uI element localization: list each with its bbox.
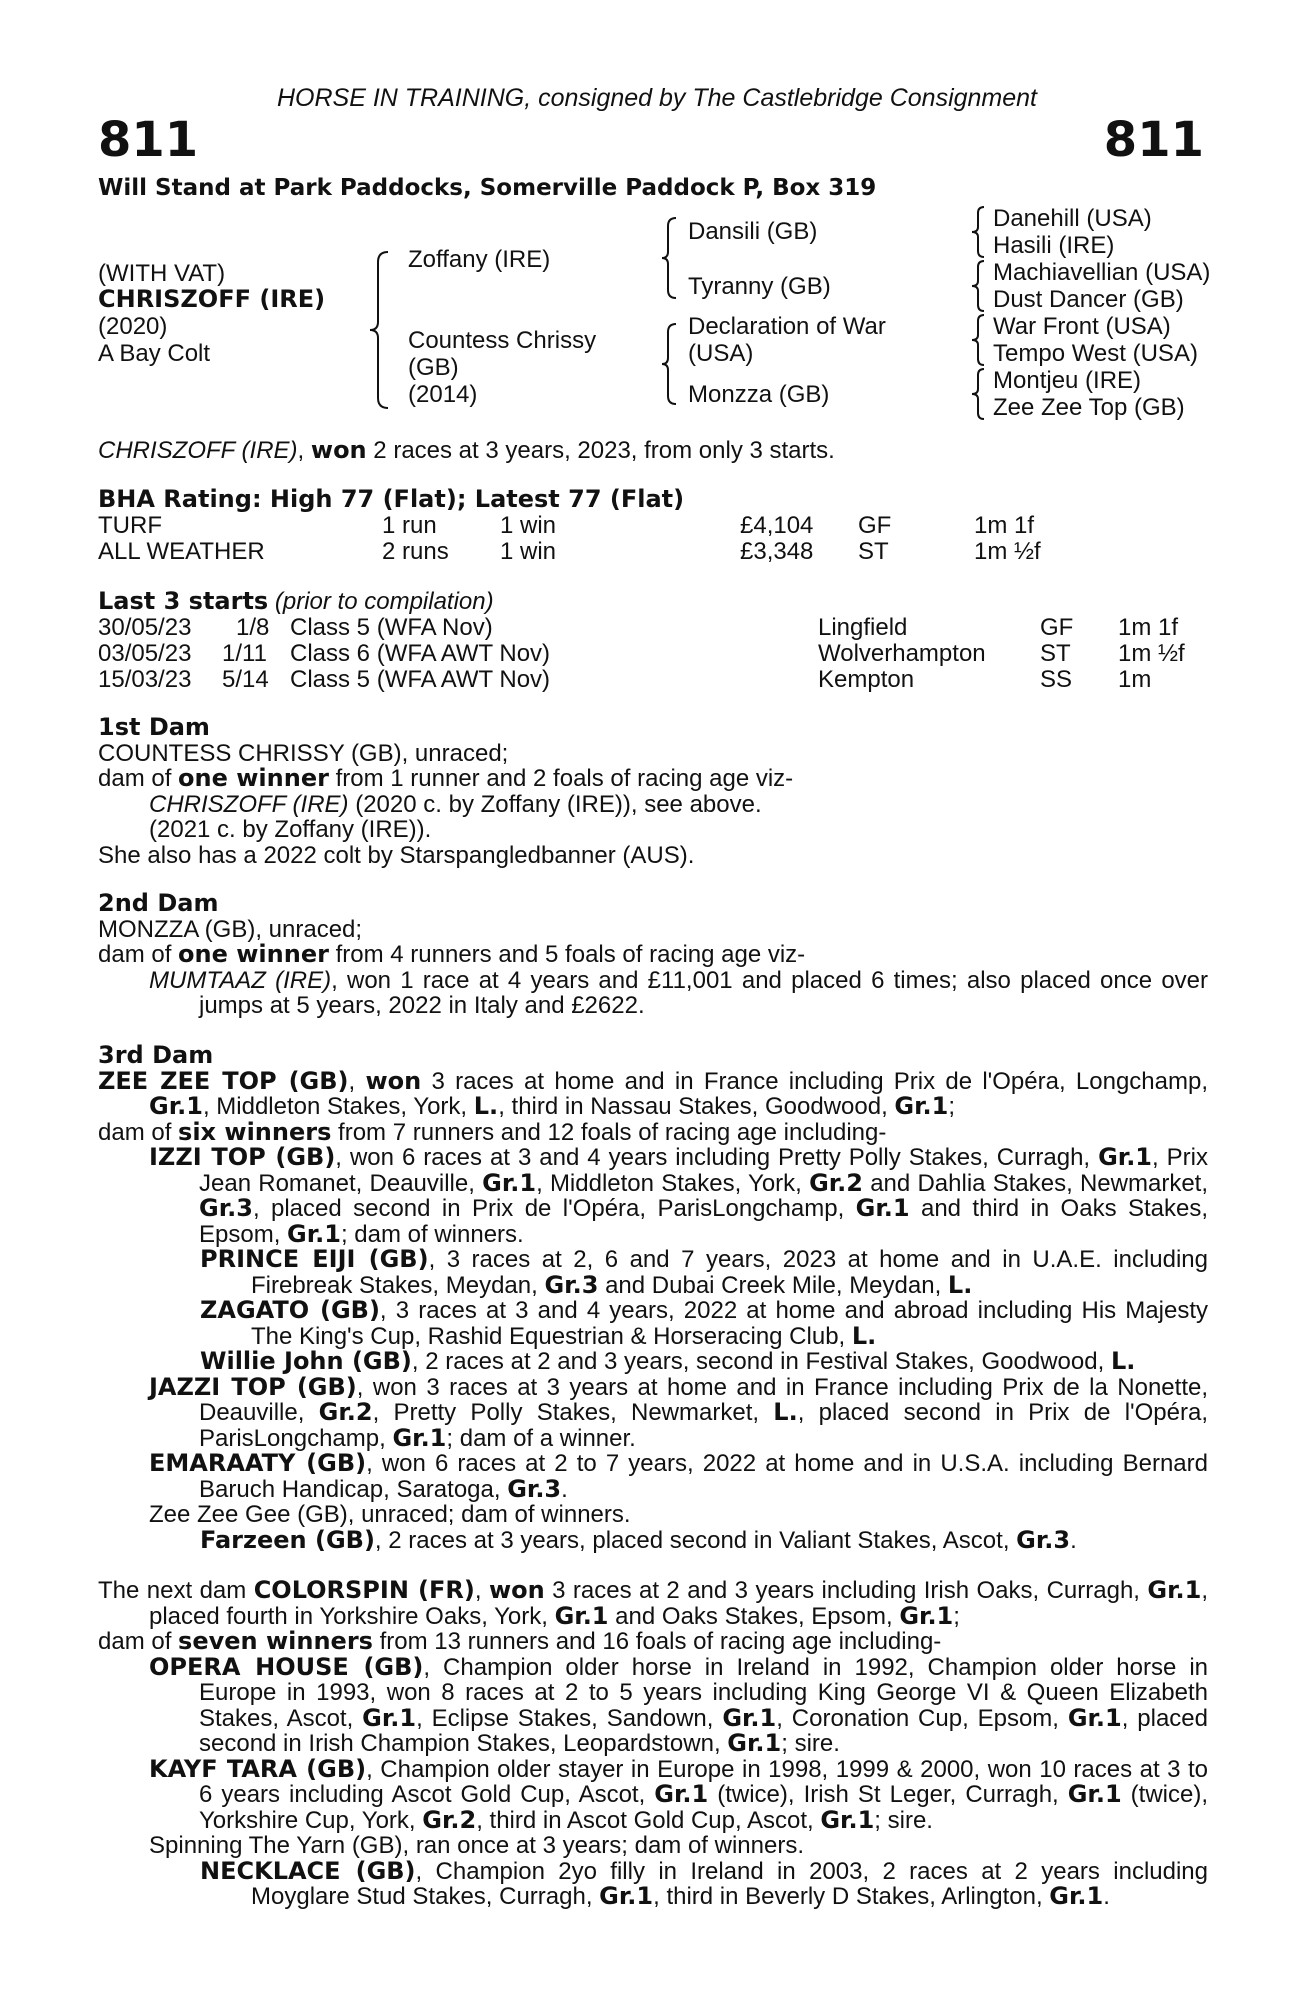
start-row: 30/05/23 1/8 Class 5 (WFA Nov) Lingfield GF 1m 1f bbox=[98, 614, 1179, 641]
second-dam-heading: 2nd Dam bbox=[98, 889, 219, 917]
start-row: 15/03/23 5/14 Class 5 (WFA AWT Nov) Kempton SS 1m bbox=[98, 666, 1152, 693]
first-dam-heading: 1st Dam bbox=[98, 713, 210, 741]
pedigree-brace-gen1 bbox=[368, 250, 392, 410]
race-summary: CHRISZOFF (IRE), won 2 races at 3 years, 2023, from only 3 starts. bbox=[98, 436, 835, 464]
vat-label: (WITH VAT) bbox=[98, 260, 226, 287]
lot-number-right: 811 bbox=[1103, 112, 1204, 168]
first-dam-section: 1st Dam COUNTESS CHRISSY (GB), unraced; dam of one winner from 1 runner and 2 foals of racing age viz- CHRISZOFF (IRE) (2020 c. by Zoffany (IRE)), see above. (2021 c. by Zoffany (IRE)). She also has a 2022 colt by Starspangledbanner (AUS). bbox=[98, 715, 1208, 868]
pedigree-dam-sire-line1: Declaration of War bbox=[688, 313, 886, 340]
pedigree-dss: War Front (USA) bbox=[993, 313, 1171, 340]
horse-name: CHRISZOFF (IRE) bbox=[98, 285, 326, 313]
pedigree-dam-sire-line2: (USA) bbox=[688, 340, 754, 367]
pedigree-brace-dam bbox=[660, 322, 680, 406]
pedigree-ssd: Hasili (IRE) bbox=[993, 232, 1115, 259]
pedigree-brace-sd bbox=[970, 259, 988, 313]
start-row: 03/05/23 1/11 Class 6 (WFA AWT Nov) Wolverhampton ST 1m ½f bbox=[98, 640, 1185, 667]
next-dam-section: The next dam COLORSPIN (FR), won 3 races at 2 and 3 years including Irish Oaks, Curragh, Gr.1, placed fourth in Yorkshire Oaks, York, Gr.1 and Oaks Stakes, Epsom, Gr.1; dam of seven winners from 13 runners and 16 foals of racing age including- OPERA HOUSE (GB), Champion older horse in Ireland in 1992, Champion older horse in Europe in 1993, won 8 races at 2 to 5 years including King George VI & Queen Elizabeth Stakes, Ascot, Gr.1, Eclipse Stakes, Sandown, Gr.1, Coronation Cup, Epsom, Gr.1, placed second in Irish Champion Stakes, Leopardstown, Gr.1; sire. KAYF TARA (GB), Champion older stayer in Europe in 1998, 1999 & 2000, won 10 races at 3 to 6 years including Ascot Gold Cup, Ascot, Gr.1 (twice), Irish St Leger, Curragh, Gr.1 (twice), Yorkshire Cup, York, Gr.2, third in Ascot Gold Cup, Ascot, Gr.1; sire. Spinning The Yarn (GB), ran once at 3 years; dam of winners. NECKLACE (GB), Champion 2yo filly in Ireland in 2003, 2 races at 2 years including Moyglare Stud Stakes, Curragh, Gr.1, third in Beverly D Stakes, Arlington, Gr.1. bbox=[98, 1576, 1208, 1910]
pedigree-dam-line1: Countess Chrissy bbox=[408, 327, 597, 354]
pedigree-dsd: Tempo West (USA) bbox=[993, 340, 1198, 367]
pedigree-sss: Danehill (USA) bbox=[993, 205, 1152, 232]
pedigree-brace-ss bbox=[970, 205, 988, 259]
horse-year: (2020) bbox=[98, 313, 168, 340]
pedigree-ddd: Zee Zee Top (GB) bbox=[993, 394, 1185, 421]
pedigree-dds: Montjeu (IRE) bbox=[993, 367, 1142, 394]
pedigree-dam-dam: Monzza (GB) bbox=[688, 381, 830, 408]
pedigree-brace-dd bbox=[970, 367, 988, 421]
stand-location: Will Stand at Park Paddocks, Somerville Paddock P, Box 319 bbox=[98, 175, 877, 201]
last-starts-heading: Last 3 starts (prior to compilation) bbox=[98, 587, 494, 615]
pedigree-sire-dam: Tyranny (GB) bbox=[688, 273, 831, 300]
third-dam-heading: 3rd Dam bbox=[98, 1041, 214, 1069]
bha-rating-heading: BHA Rating: High 77 (Flat); Latest 77 (Flat) bbox=[98, 485, 685, 513]
pedigree-brace-ds bbox=[970, 313, 988, 367]
rating-row-all-weather: ALL WEATHER 2 runs 1 win £3,348 ST 1m ½f bbox=[98, 538, 1041, 565]
catalogue-subtitle: HORSE IN TRAINING, consigned by The Castlebridge Consignment bbox=[276, 84, 1038, 112]
pedigree-dam-line3: (2014) bbox=[408, 381, 478, 408]
second-dam-section: 2nd Dam MONZZA (GB), unraced; dam of one winner from 4 runners and 5 foals of racing age viz- MUMTAAZ (IRE), won 1 race at 4 years and £11,001 and placed 6 times; also placed once over jumps at 5 years, 2022 in Italy and £2622. bbox=[98, 889, 1209, 1019]
pedigree-sds: Machiavellian (USA) bbox=[993, 259, 1211, 286]
pedigree-sire: Zoffany (IRE) bbox=[408, 246, 551, 273]
third-dam-section: 3rd Dam ZEE ZEE TOP (GB), won 3 races at home and in France including Prix de l'Opéra, Longchamp, Gr.1, Middleton Stakes, York, L., third in Nassau Stakes, Goodwood, Gr.1; dam of six winners from 7 runners and 12 foals of racing age including- IZZI TOP (GB), won 6 races at 3 and 4 years including Pretty Polly Stakes, Curragh, Gr.1, Prix Jean Romanet, Deauville, Gr.1, Middleton Stakes, York, Gr.2 and Dahlia Stakes, Newmarket, Gr.3, placed second in Prix de l'Opéra, ParisLongchamp, Gr.1 and third in Oaks Stakes, Epsom, Gr.1; dam of winners. PRINCE EIJI (GB), 3 races at 2, 6 and 7 years, 2023 at home and in U.A.E. including Firebreak Stakes, Meydan, Gr.3 and Dubai Creek Mile, Meydan, L. ZAGATO (GB), 3 races at 3 and 4 years, 2022 at home and abroad including His Majesty The King's Cup, Rashid Equestrian & Horseracing Club, L. Willie John (GB), 2 races at 2 and 3 years, second in Festival Stakes, Goodwood, L. JAZZI TOP (GB), won 3 races at 3 years at home and in France including Prix de la Nonette, Deauville, Gr.2, Pretty Polly Stakes, Newmarket, L., placed second in Prix de l'Opéra, ParisLongchamp, Gr.1; dam of a winner. EMARAATY (GB), won 6 races at 2 to 7 years, 2022 at home and in U.S.A. including Bernard Baruch Handicap, Saratoga, Gr.3. Zee Zee Gee (GB), unraced; dam of winners. Farzeen (GB), 2 races at 3 years, placed second in Valiant Stakes, Ascot, Gr.3. bbox=[98, 1041, 1209, 1554]
pedigree-brace-sire bbox=[660, 216, 680, 300]
pedigree-dam-line2: (GB) bbox=[408, 354, 459, 381]
horse-description: A Bay Colt bbox=[98, 340, 211, 367]
lot-number-left: 811 bbox=[98, 112, 199, 168]
rating-row-turf: TURF 1 run 1 win £4,104 GF 1m 1f bbox=[98, 512, 1035, 539]
pedigree-sdd: Dust Dancer (GB) bbox=[993, 286, 1184, 313]
pedigree-sire-sire: Dansili (GB) bbox=[688, 218, 818, 245]
